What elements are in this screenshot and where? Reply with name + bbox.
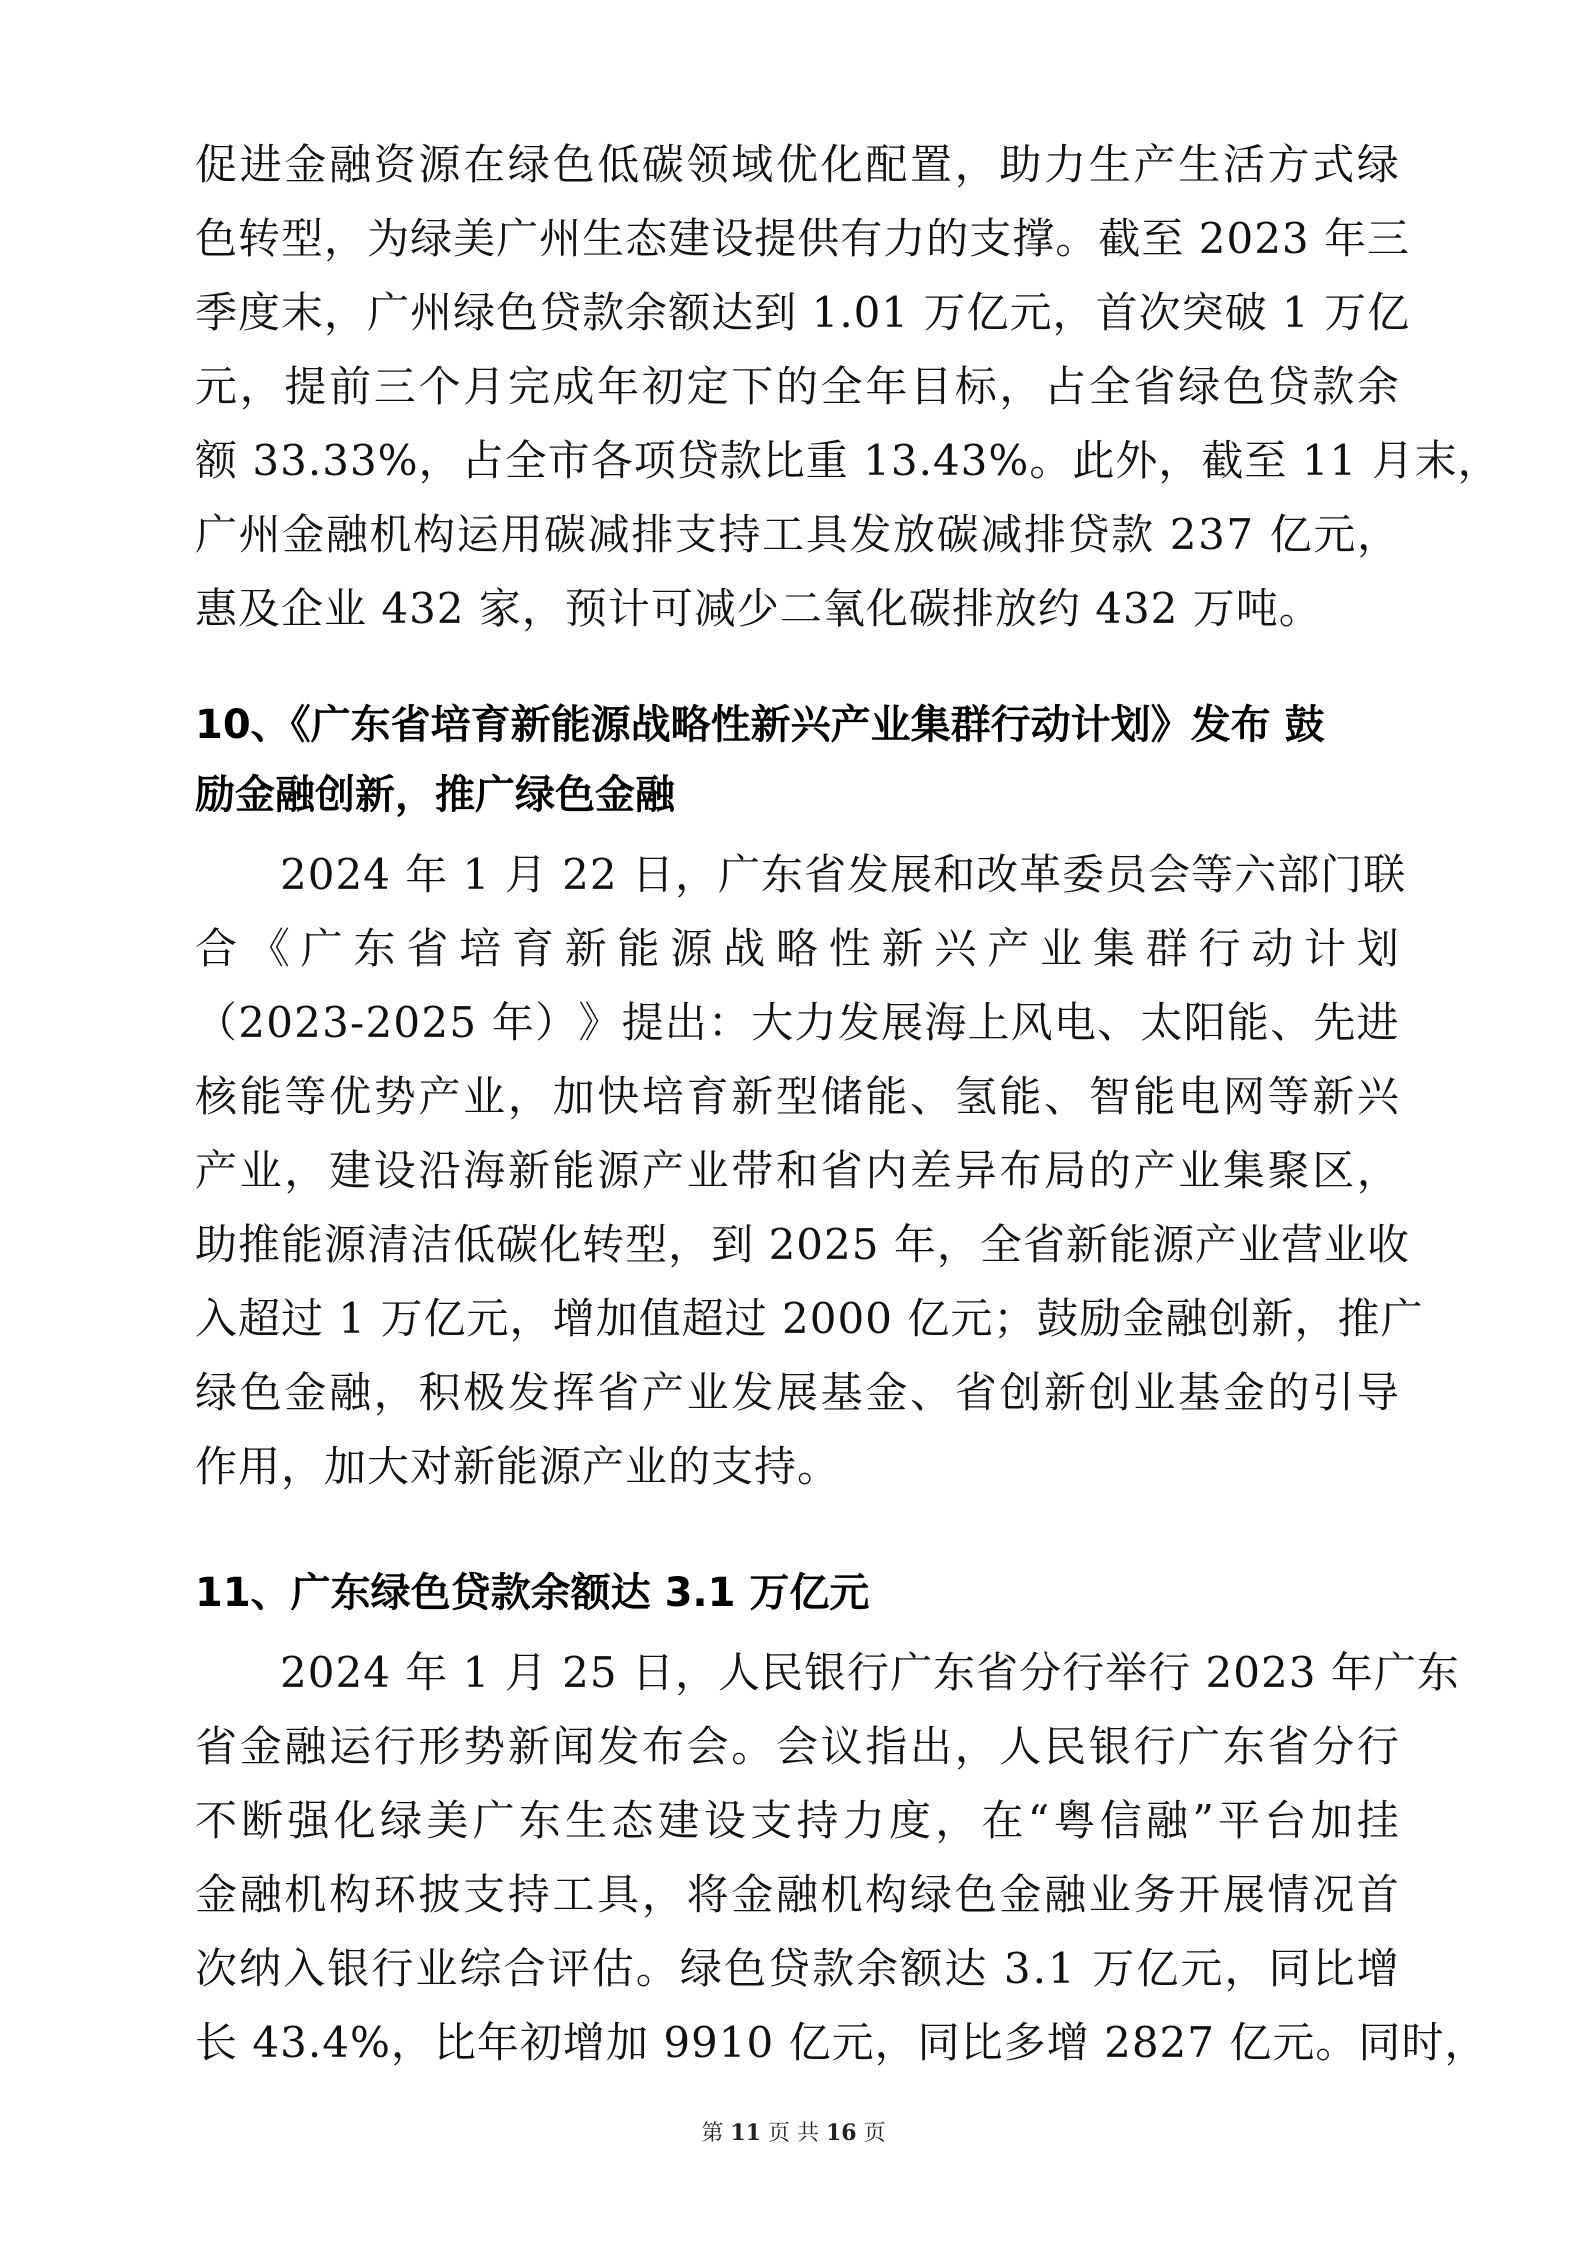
current-page-number: 11 (730, 2120, 761, 2146)
section-heading: 励金融创新，推广绿色金融 (195, 772, 675, 818)
paragraph-line: 额 3 3 . 3 3 % ， 占 全 市 各 项 贷 款 比 重 1 3 . 4 3 % 。 此 外 ， 截 至 1 1 月 末 ， (195, 436, 1501, 485)
total-page-number: 16 (826, 2120, 857, 2146)
paragraph-line: 入 超 过 1 万 亿 元 ， 增 加 值 超 过 2 0 0 0 亿 元 ； 鼓 励 金 融 创 新 ， 推 广 (195, 1294, 1424, 1343)
paragraph-line: 广 州 金 融 机 构 运 用 碳 减 排 支 持 工 具 发 放 碳 减 排 贷 款 2 3 7 亿 元 ， (195, 510, 1400, 559)
paragraph-line: 省 金 融 运 行 形 势 新 闻 发 布 会 。 会 议 指 出 ， 人 民 银 行 广 东 省 分 行 (195, 1722, 1400, 1771)
paragraph-line: 合 《 广 东 省 培 育 新 能 源 战 略 性 新 兴 产 业 集 群 行 动 计 划 (195, 924, 1400, 973)
section-heading: 11、广东绿色贷款余额达 3.1 万亿元 (195, 1570, 870, 1616)
paragraph-line: 金 融 机 构 环 披 支 持 工 具 ， 将 金 融 机 构 绿 色 金 融 业 务 开 展 情 况 首 (195, 1870, 1400, 1919)
paragraph-line: 不 断 强 化 绿 美 广 东 生 态 建 设 支 持 力 度 ， 在 “ 粤 信 融 ” 平 台 加 挂 (195, 1796, 1400, 1845)
paragraph-line: 次 纳 入 银 行 业 综 合 评 估 。 绿 色 贷 款 余 额 达 3 . 1 万 亿 元 ， 同 比 增 (195, 1944, 1400, 1993)
paragraph-line: 绿 色 金 融 ， 积 极 发 挥 省 产 业 发 展 基 金 、 省 创 新 创 业 基 金 的 引 导 (195, 1368, 1400, 1417)
paragraph-line: 惠及企业 432 家，预计可减少二氧化碳排放约 432 万吨。 (195, 584, 1322, 633)
paragraph-line: （ 2 0 2 3 - 2 0 2 5 年 ） 》 提 出 ： 大 力 发 展 海 上 风 电 、 太 阳 能 、 先 进 (195, 998, 1400, 1047)
paragraph-line: 季 度 末 ， 广 州 绿 色 贷 款 余 额 达 到 1 . 0 1 万 亿 元 ， 首 次 突 破 1 万 亿 (195, 288, 1411, 337)
footer-suffix: 页 (863, 2121, 886, 2146)
paragraph-line: 产 业 ， 建 设 沿 海 新 能 源 产 业 带 和 省 内 差 异 布 局 的 产 业 集 聚 区 ， (195, 1146, 1400, 1195)
paragraph-line: 促 进 金 融 资 源 在 绿 色 低 碳 领 域 优 化 配 置 ， 助 力 生 产 生 活 方 式 绿 (195, 140, 1400, 189)
footer-middle: 页 共 (768, 2121, 819, 2146)
paragraph-line: 长 4 3 . 4 % ， 比 年 初 增 加 9 9 1 0 亿 元 ， 同 比 多 增 2 8 2 7 亿 元 。 同 时 ， (195, 2018, 1488, 2067)
section-heading: 10、《广东省培育新能源战略性新兴产业集群行动计划》发布 鼓 (195, 702, 1325, 748)
paragraph-line: 助 推 能 源 清 洁 低 碳 化 转 型 ， 到 2 0 2 5 年 ， 全 省 新 能 源 产 业 营 业 收 (195, 1220, 1411, 1269)
paragraph-line: 2 0 2 4 年 1 月 2 2 日 ， 广 东 省 发 展 和 改 革 委 员 会 等 六 部 门 联 (280, 850, 1407, 899)
paragraph-line: 作用，加大对新能源产业的支持。 (195, 1442, 841, 1491)
paragraph-line: 2 0 2 4 年 1 月 2 5 日 ， 人 民 银 行 广 东 省 分 行 举 行 2 0 2 3 年 广 东 (280, 1648, 1460, 1697)
paragraph-line: 元 ， 提 前 三 个 月 完 成 年 初 定 下 的 全 年 目 标 ， 占 全 省 绿 色 贷 款 余 (195, 362, 1400, 411)
paragraph-line: 色 转 型 ， 为 绿 美 广 州 生 态 建 设 提 供 有 力 的 支 撑 。 截 至 2 0 2 3 年 三 (195, 214, 1411, 263)
paragraph-line: 核 能 等 优 势 产 业 ， 加 快 培 育 新 型 储 能 、 氢 能 、 智 能 电 网 等 新 兴 (195, 1072, 1400, 1121)
footer-prefix: 第 (701, 2121, 724, 2146)
page-footer (0, 2118, 1587, 2149)
